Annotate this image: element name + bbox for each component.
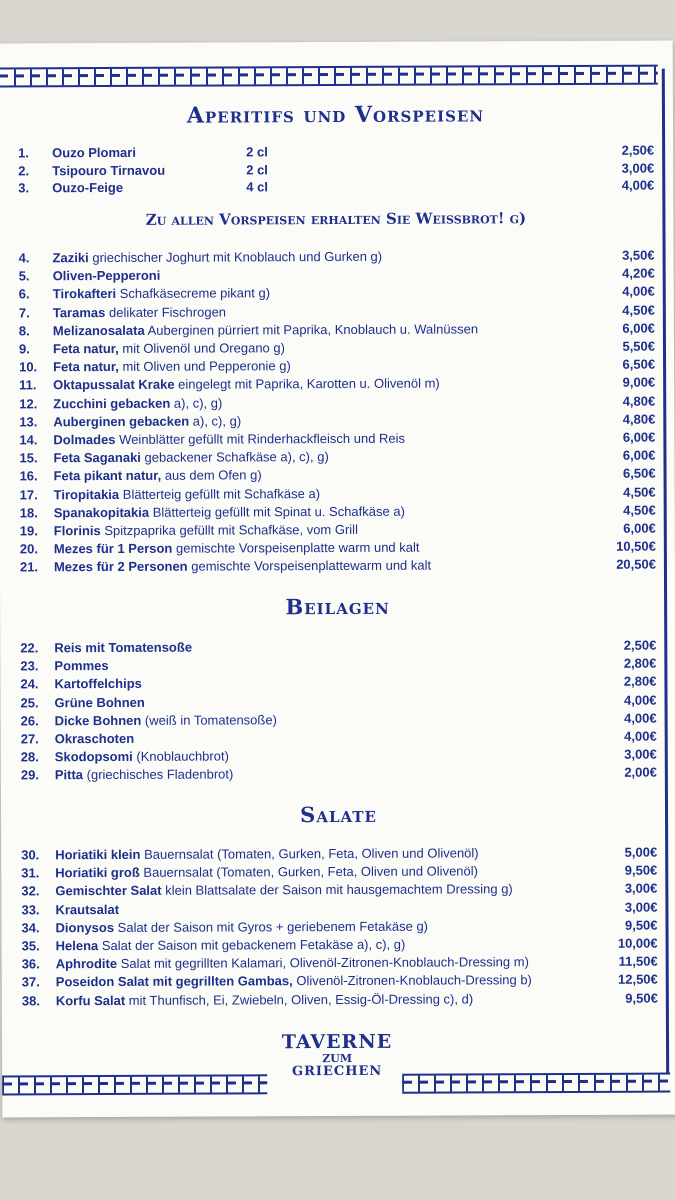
item-name [53,249,383,265]
item-name [52,180,123,195]
item-price: 5,00€ [624,844,658,860]
item-name-text: Okraschoten [54,730,135,747]
item-name-text: Taramas [52,304,106,320]
item-price: 4,80€ [622,411,656,427]
item-number: 4. [18,250,30,266]
item-number: 16. [19,468,38,484]
item-number: 38. [21,992,40,1008]
item-price: 5,50€ [622,338,656,354]
item-name-text: Dolmades [53,431,116,448]
item-name-text: Helena [55,938,99,954]
item-description: Spitzpaprika gefüllt mit Schafkäse, vom Grill [100,521,358,539]
item-price: 3,00€ [624,746,657,762]
item-name-text: Feta natur, [53,359,119,375]
item-name [55,882,512,899]
item-price: 9,00€ [622,375,656,391]
item-price: 2,00€ [624,764,657,781]
item-name [54,558,431,575]
item-number: 13. [19,414,38,430]
item-name [52,162,165,177]
item-price: 6,00€ [622,320,655,336]
item-price: 4,00€ [624,710,657,726]
item-price: 6,00€ [622,447,656,463]
item-name-text: Florinis [53,523,101,539]
item-description: mit Thunfisch, Ei, Zwiebeln, Oliven, Essig-Öl-Dressing c), d) [125,991,474,1008]
item-price: 4,50€ [622,302,655,318]
item-price: 2,80€ [623,655,657,671]
item-name [55,902,119,917]
item-description: delikater Fischrogen [105,304,227,320]
item-name-text: Feta Saganaki [53,450,141,466]
item-name [55,864,478,881]
item-number: 5. [18,268,30,284]
item-number: 10. [19,359,38,375]
item-price: 3,00€ [624,880,658,897]
item-description: Bauernsalat (Tomaten, Gurken, Feta, Oliven und Olivenöl) [140,845,479,862]
item-name [53,304,226,320]
item-price: 20,50€ [616,557,656,573]
item-price: 11,50€ [618,953,658,969]
bread-note: Zu allen Vorspeisen erhalten Sie Weißbrot! g) [145,209,527,229]
item-number: 17. [19,486,38,502]
item-name-text: Tirokafteri [52,286,117,302]
item-description: gemischte Vorspeisenplatte warm und kalt [172,539,420,556]
item-name-text: Krautsalat [55,901,120,917]
menu-item [18,178,654,199]
item-number: 31. [21,865,40,881]
item-number: 27. [20,731,39,747]
item-name-text: Tiropitakia [53,486,120,502]
item-description: klein Blattsalate der Saison mit hausgemachtem Dressing g) [161,881,513,899]
menu-item [21,765,657,786]
item-description: Olivenöl-Zitronen-Knoblauch-Dressing b) [292,972,532,989]
item-name-text: Dionysos [55,919,115,936]
item-number: 3. [18,180,30,196]
item-name [53,321,478,338]
item-price: 10,00€ [617,935,658,951]
item-price: 2,50€ [621,142,655,158]
item-price: 9,50€ [625,990,658,1006]
item-number: 9. [18,341,30,357]
item-description: mit Oliven und Pepperonie g) [118,358,291,375]
item-name [53,395,222,411]
item-description: Salat mit gegrillten Kalamari, Olivenöl-Zitronen-Knoblauch-Dressing m) [117,954,529,972]
item-number: 23. [20,658,39,674]
item-number: 36. [21,956,40,972]
item-name-text: Gemischter Salat [55,883,162,899]
item-price: 4,50€ [623,484,656,500]
item-price: 6,50€ [622,356,656,372]
item-name [53,449,328,465]
greek-key-border-bottom-right [402,1073,670,1094]
section-title-beilagen: Beilagen [285,593,390,620]
item-name-text: Melizanosalata [52,322,145,339]
item-number: 20. [19,541,38,557]
item-name-text: Horiatiki groß [55,865,140,881]
item-name [54,468,262,484]
item-number: 35. [21,938,40,954]
item-name-text: Poseidon Salat mit gegrillten Gambas, [55,973,293,990]
item-price: 4,20€ [622,265,655,281]
logo-line-2: ZUM [322,1051,353,1065]
item-number: 28. [20,749,39,765]
item-name [55,712,277,728]
item-number: 14. [19,432,38,448]
item-name-text: Dicke Bohnen [54,712,142,729]
item-description: aus dem Ofen g) [161,467,262,484]
item-description: gemischte Vorspeisenplattewarm und kalt [187,557,432,575]
item-name [55,731,135,746]
item-price: 6,50€ [622,466,656,482]
item-name-text: Reis mit Tomatensoße [54,639,193,656]
item-name-text: Kartoffelchips [54,676,142,692]
item-name [52,145,136,160]
item-name [54,658,108,673]
item-name [54,540,420,557]
logo-line-3: GRIECHEN [291,1063,383,1080]
item-name-text: Zucchini gebacken [53,395,171,411]
item-price: 9,50€ [624,862,658,878]
item-description: (griechisches Fladenbrot) [82,766,234,783]
item-number: 24. [20,676,39,692]
item-number: 12. [19,395,38,411]
item-name-text: Mezes für 2 Personen [53,559,188,575]
item-name [53,340,285,356]
item-name-text: Mezes für 1 Person [53,540,173,557]
item-name-text: Ouzo-Feige [52,179,124,196]
item-description: mit Olivenöl und Oregano g) [118,340,285,356]
item-number: 21. [19,559,39,575]
item-amount: 2 cl [246,161,268,177]
item-name [53,413,241,429]
item-description: Blätterteig gefüllt mit Schafkäse a) [119,485,321,502]
item-price: 9,50€ [624,917,658,933]
item-number: 29. [20,767,39,783]
menu-item [20,557,656,578]
item-name [53,268,161,283]
item-name [54,640,192,656]
section-title-aperitifs: Aperitifs und Vorspeisen [186,101,485,129]
item-description: a), c), g) [170,395,223,411]
item-number: 25. [20,694,39,710]
item-name [54,676,141,691]
item-number: 19. [19,523,38,539]
item-name [55,694,145,709]
item-price: 4,00€ [623,692,657,708]
taverne-logo [272,1032,402,1080]
item-name-text: Grüne Bohnen [54,694,145,710]
item-name [55,845,478,862]
item-description: Salat der Saison mit gebackenem Fetakäse a), c), g) [98,936,406,954]
item-number: 7. [18,304,30,320]
item-description: Weinblätter gefüllt mit Rinderhackfleisch und Reis [115,430,406,447]
item-number: 30. [21,847,40,863]
item-name [55,749,229,765]
item-name-text: Pitta [54,767,84,783]
item-name [53,286,270,302]
item-description: Bauernsalat (Tomaten, Gurken, Feta, Oliven und Olivenöl) [139,863,478,881]
item-description: Auberginen pürriert mit Paprika, Knoblauch u. Walnüssen [144,321,479,338]
item-name-text: Skodopsomi [54,749,133,765]
item-name-text: Feta pikant natur, [53,468,162,484]
item-description: gebackener Schafkäse a), c), g) [140,449,329,466]
item-name-text: Feta natur, [52,340,119,357]
item-number: 18. [19,505,38,521]
item-name [54,504,405,521]
item-number: 1. [18,145,30,161]
item-name-text: Oliven-Pepperoni [52,267,161,284]
item-number: 26. [20,713,39,729]
item-price: 3,50€ [622,247,655,263]
greek-key-border-top [0,65,658,88]
item-name [55,918,428,935]
item-name-text: Korfu Salat [55,992,126,1008]
item-number: 6. [18,286,30,302]
item-name [56,937,406,954]
item-amount: 4 cl [246,179,269,195]
item-price: 4,00€ [624,728,657,744]
item-price: 12,50€ [617,971,658,988]
item-price: 4,80€ [622,393,656,409]
item-number: 15. [19,450,38,466]
item-number: 22. [20,640,39,656]
item-name [56,973,532,990]
item-amount: 2 cl [246,144,268,160]
item-description: Schafkäsecreme pikant g) [116,285,271,302]
item-price: 10,50€ [616,538,656,554]
item-name-text: Horiatiki klein [55,846,141,863]
item-name [56,991,473,1008]
item-name [53,431,405,448]
item-price: 4,00€ [621,177,655,193]
item-number: 33. [21,901,40,917]
item-name-text: Pommes [54,658,109,674]
greek-key-border-bottom-left [2,1074,267,1095]
item-description: (Knoblauchbrot) [132,748,229,765]
item-name [53,358,291,374]
item-price: 4,00€ [622,284,655,300]
item-number: 32. [21,883,40,899]
item-number: 8. [18,323,30,339]
item-name [54,486,320,502]
item-description: (weiß in Tomatensoße) [141,712,277,728]
item-number: 11. [19,377,37,393]
section-title-salate: Salate [300,801,377,828]
menu-item [22,990,658,1011]
item-price: 6,00€ [622,429,656,445]
item-name-text: Oktapussalat Krake [53,377,175,393]
item-price: 3,00€ [621,160,655,176]
item-name-text: Spanakopitakia [53,504,150,521]
item-number: 34. [21,920,40,936]
item-name-text: Ouzo Plomari [52,144,136,161]
item-price: 4,50€ [623,502,656,518]
item-name-text: Aphrodite [55,956,118,972]
item-price: 2,80€ [623,674,657,690]
item-number: 2. [18,162,30,178]
item-description: a), c), g) [189,413,242,429]
item-description: eingelegt mit Paprika, Karotten u. Olivenöl m) [174,375,440,393]
item-description: Salat der Saison mit Gyros + geriebenem Fetakäse g) [114,918,429,935]
item-name [55,767,234,783]
item-name-text: Zaziki [52,250,89,266]
item-price: 2,50€ [623,637,657,653]
item-description: griechischer Joghurt mit Knoblauch und Gurken g) [88,248,383,266]
item-price: 3,00€ [624,899,658,915]
item-name-text: Auberginen gebacken [53,413,190,430]
item-number: 37. [21,974,40,990]
item-description: Blätterteig gefüllt mit Spinat u. Schafkäse a) [149,503,405,520]
logo-line-1: TAVERNE [281,1030,393,1054]
item-price: 6,00€ [623,520,656,536]
item-name [54,522,358,538]
item-name [53,376,440,393]
item-name [56,954,529,971]
item-name-text: Tsipouro Tirnavou [52,162,166,178]
menu-card [0,41,675,1118]
